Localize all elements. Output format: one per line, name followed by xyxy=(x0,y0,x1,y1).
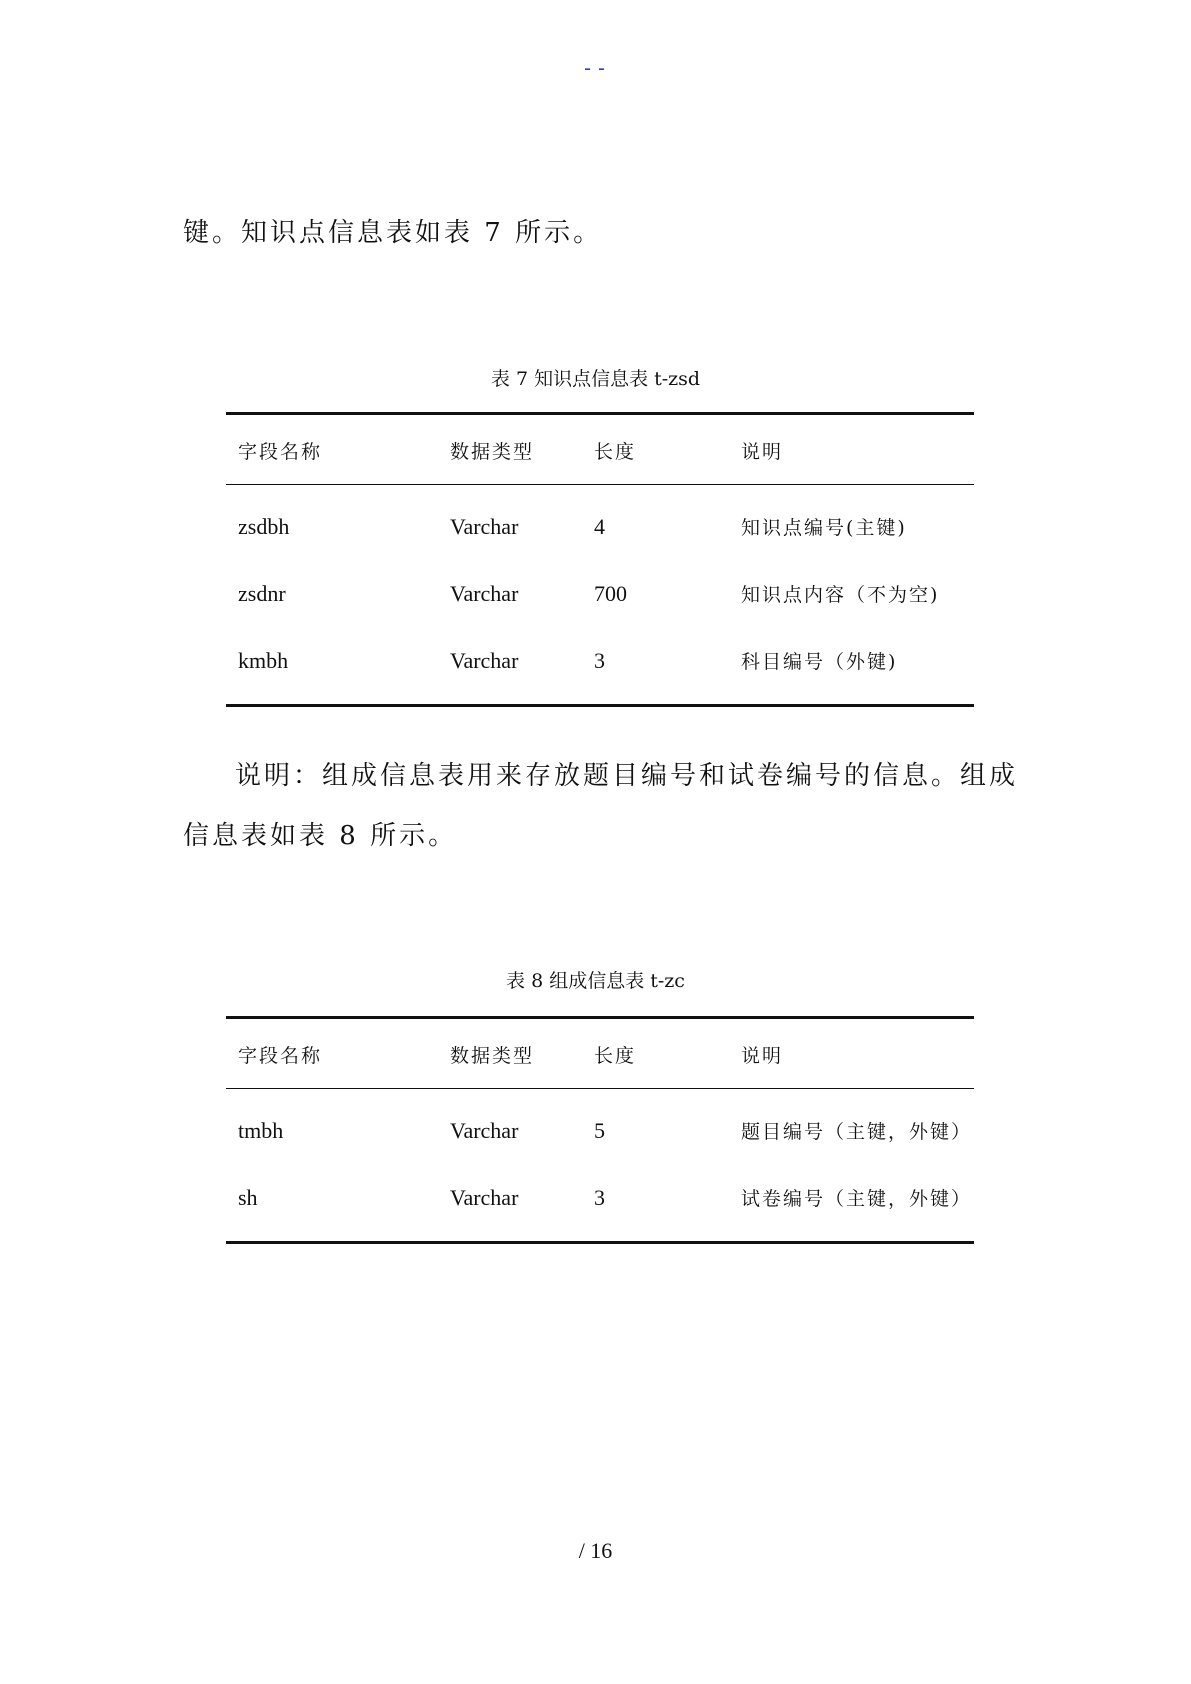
table8-header-field-name: 字段名称 xyxy=(238,1045,323,1067)
table-row xyxy=(226,485,974,561)
table8 xyxy=(226,1016,974,1244)
table8-header-length: 长度 xyxy=(594,1045,637,1067)
table7-cell-data-type: Varchar xyxy=(450,647,519,673)
table8-header-data-type: 数据类型 xyxy=(450,1045,535,1067)
table-row xyxy=(226,1164,974,1243)
table7-header-description: 说明 xyxy=(741,441,784,463)
table7-cell-length: 700 xyxy=(594,580,627,606)
table7-header-data-type: 数据类型 xyxy=(450,441,535,463)
table8-cell-data-type: Varchar xyxy=(450,1117,519,1143)
table8-cell-field-name: tmbh xyxy=(238,1117,284,1143)
table8-caption: 表 8 组成信息表 t-zc xyxy=(506,970,685,992)
table7-cell-description: 知识点内容（不为空) xyxy=(741,584,940,606)
table8-cell-description: 试卷编号（主键，外键） xyxy=(741,1188,973,1210)
table-row xyxy=(226,627,974,706)
header-mark: -- xyxy=(581,56,610,80)
table7-header-length: 长度 xyxy=(594,441,637,463)
table7-cell-length: 3 xyxy=(594,647,605,673)
table7-cell-data-type: Varchar xyxy=(450,580,519,606)
paragraph-intro-table7: 键。知识点信息表如表 7 所示。 xyxy=(183,218,603,248)
table7-cell-description: 知识点编号(主键) xyxy=(741,517,907,539)
table7 xyxy=(226,412,974,707)
table-row xyxy=(226,1089,974,1165)
table8-cell-length: 5 xyxy=(594,1117,605,1143)
table7-cell-description: 科目编号（外键) xyxy=(741,651,898,673)
paragraph-intro-table8: 说明：组成信息表用来存放题目编号和试卷编号的信息。组成信息表如表 8 所示。 xyxy=(183,761,1019,851)
table8-header-description: 说明 xyxy=(741,1045,784,1067)
table8-header-row xyxy=(226,1018,974,1089)
table7-header-field-name: 字段名称 xyxy=(238,441,323,463)
table7-cell-length: 4 xyxy=(594,513,605,539)
table7-caption: 表 7 知识点信息表 t-zsd xyxy=(490,368,701,390)
page-number: / 16 xyxy=(578,1538,613,1563)
table-row xyxy=(226,560,974,627)
table8-cell-field-name: sh xyxy=(238,1184,258,1210)
table7-header-row xyxy=(226,414,974,485)
table8-cell-length: 3 xyxy=(594,1184,605,1210)
table8-cell-description: 题目编号（主键，外键） xyxy=(741,1121,973,1143)
table7-cell-data-type: Varchar xyxy=(450,513,519,539)
table7-cell-field-name: kmbh xyxy=(238,647,289,673)
table8-cell-data-type: Varchar xyxy=(450,1184,519,1210)
table7-cell-field-name: zsdnr xyxy=(238,580,286,606)
table7-cell-field-name: zsdbh xyxy=(238,513,290,539)
